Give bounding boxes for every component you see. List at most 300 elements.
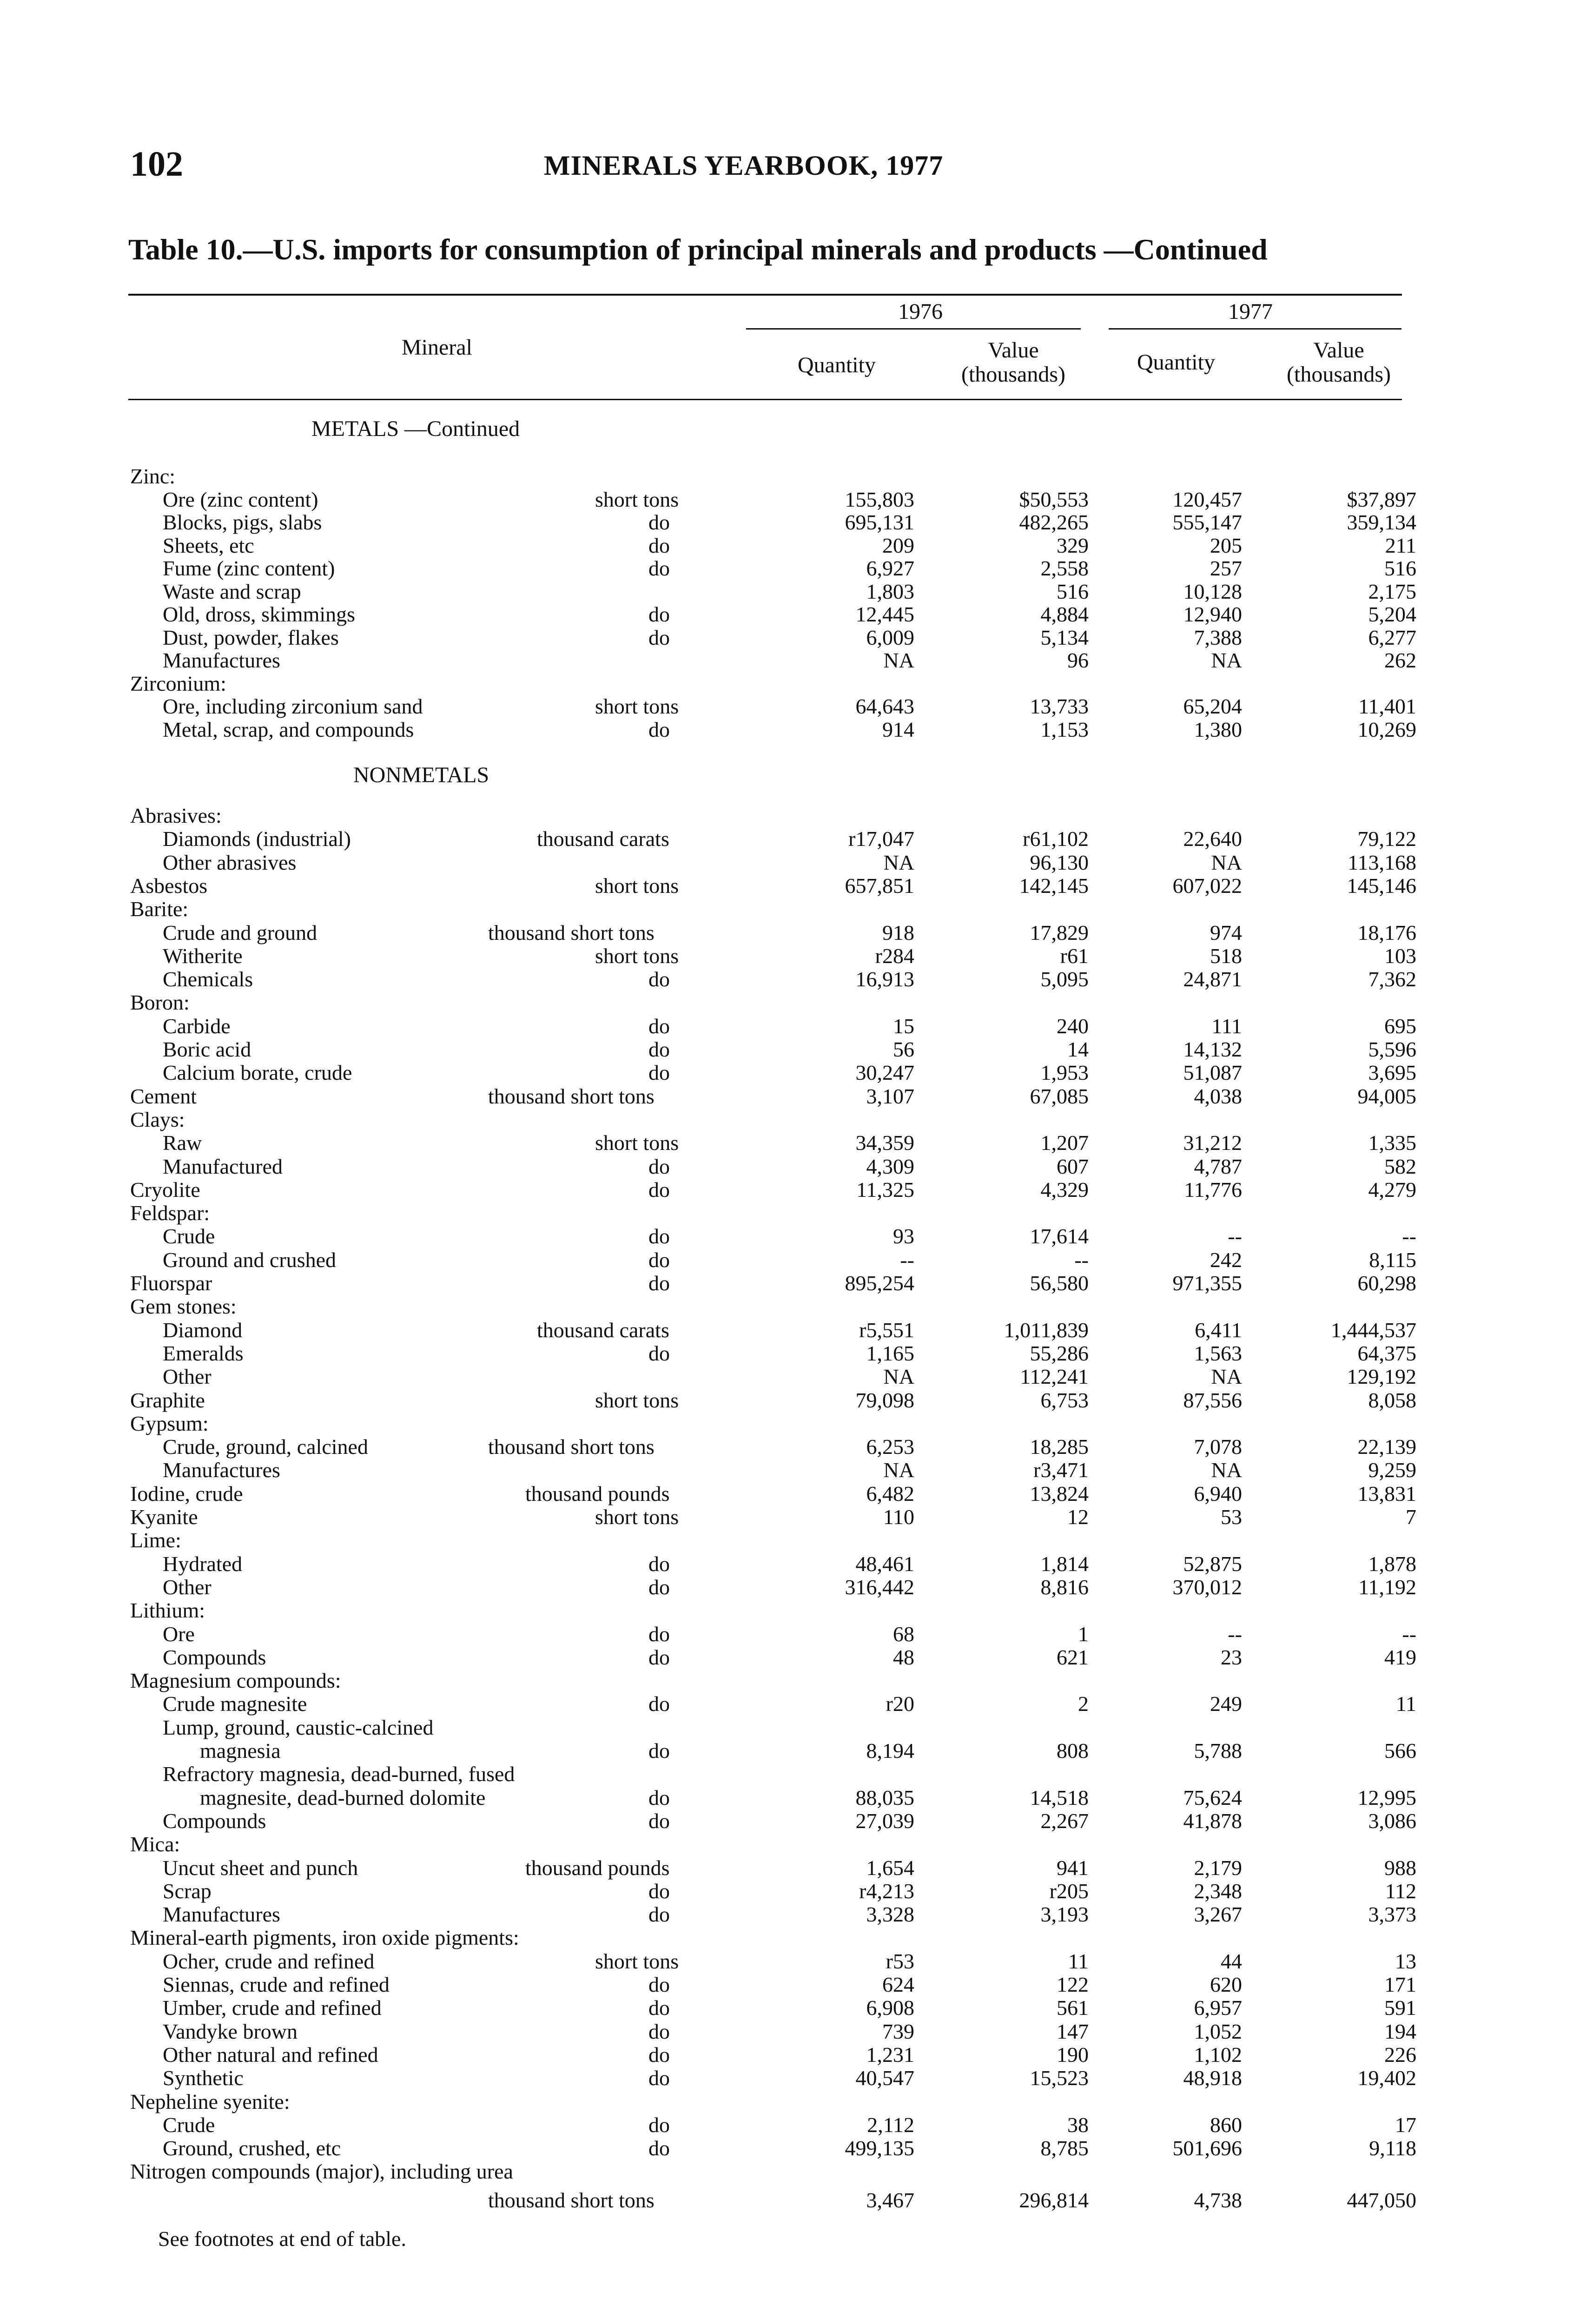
- cell-quantity-1976: 6,482: [866, 1481, 914, 1505]
- row-label: Metal, scrap, and compounds: [163, 717, 414, 741]
- row-unit: do: [648, 1785, 670, 1809]
- row-unit: thousand carats: [537, 1318, 669, 1342]
- col-value-1976-line2: (thousands): [961, 362, 1065, 387]
- cell-quantity-1977: 23: [1221, 1645, 1242, 1669]
- cell-value-1977: 10,269: [1357, 717, 1416, 741]
- row-label: Lithium:: [130, 1598, 205, 1623]
- cell-value-1976: 17,614: [1030, 1224, 1089, 1248]
- cell-value-1977: 447,050: [1347, 2188, 1416, 2212]
- cell-quantity-1976: 16,913: [855, 967, 914, 991]
- cell-value-1976: 147: [1057, 2019, 1089, 2043]
- cell-value-1976: 56,580: [1030, 1271, 1089, 1295]
- row-label: magnesia: [200, 1739, 281, 1763]
- row-label: Zinc:: [130, 464, 176, 488]
- row-label: Raw: [163, 1131, 202, 1155]
- cell-value-1976: 122: [1057, 1973, 1089, 1996]
- table-row: [0, 1225, 1593, 1248]
- cell-quantity-1977: 1,563: [1194, 1341, 1242, 1365]
- row-label: Cryolite: [130, 1177, 200, 1202]
- table-row: [0, 874, 1593, 898]
- cell-quantity-1976: 1,803: [866, 579, 914, 603]
- table-row: [0, 1319, 1593, 1342]
- row-label: Ore (zinc content): [163, 487, 318, 511]
- cell-quantity-1976: 499,135: [845, 2136, 914, 2160]
- row-unit: do: [648, 1177, 670, 1202]
- cell-value-1977: 103: [1384, 944, 1416, 968]
- cell-value-1977: 3,373: [1368, 1902, 1416, 1927]
- cell-value-1976: 6,753: [1040, 1388, 1089, 1412]
- cell-quantity-1977: 1,102: [1194, 2042, 1242, 2067]
- cell-value-1976: 2: [1078, 1692, 1089, 1716]
- col-value-1976-line1: Value: [988, 338, 1039, 363]
- row-unit: do: [648, 717, 670, 741]
- cell-value-1976: 96: [1067, 648, 1089, 672]
- row-label: Dust, powder, flakes: [163, 625, 339, 649]
- row-label: Compounds: [163, 1809, 266, 1833]
- table-row: [0, 1716, 1593, 1739]
- row-label: Manufactures: [163, 1458, 280, 1482]
- row-label: Lump, ground, caustic-calcined: [163, 1715, 434, 1739]
- cell-quantity-1977: 249: [1210, 1692, 1242, 1716]
- cell-quantity-1976: 93: [893, 1224, 914, 1248]
- row-unit: do: [648, 602, 670, 626]
- cell-quantity-1976: 209: [882, 533, 914, 557]
- cell-quantity-1977: 12,940: [1183, 602, 1242, 626]
- row-unit: do: [648, 1037, 670, 1061]
- cell-value-1977: 22,139: [1357, 1435, 1416, 1459]
- table-row: [0, 1646, 1593, 1669]
- table-row: [0, 1061, 1593, 1084]
- row-unit: thousand short tons: [488, 1435, 654, 1459]
- cell-quantity-1976: 79,098: [855, 1388, 914, 1412]
- row-label: Ground and crushed: [163, 1248, 337, 1272]
- cell-quantity-1976: r53: [886, 1949, 914, 1973]
- row-label: Nitrogen compounds (major), including urea: [130, 2159, 513, 2184]
- row-unit: do: [648, 1248, 670, 1272]
- cell-quantity-1977: NA: [1211, 648, 1242, 672]
- cell-quantity-1977: 14,132: [1183, 1037, 1242, 1061]
- cell-quantity-1977: 24,871: [1183, 967, 1242, 991]
- table-row: [0, 1809, 1593, 1833]
- cell-value-1976: 2,267: [1040, 1809, 1089, 1833]
- row-unit: do: [648, 1809, 670, 1833]
- cell-quantity-1976: 3,328: [866, 1902, 914, 1927]
- row-label: Hydrated: [163, 1552, 243, 1576]
- cell-value-1977: 94,005: [1357, 1084, 1416, 1108]
- cell-value-1977: 11,192: [1358, 1575, 1416, 1599]
- row-label: Barite:: [130, 897, 189, 921]
- cell-value-1976: 11: [1068, 1949, 1089, 1973]
- cell-quantity-1976: NA: [883, 1365, 914, 1389]
- row-unit: do: [648, 2042, 670, 2067]
- row-label: magnesite, dead-burned dolomite: [200, 1785, 486, 1809]
- cell-value-1977: 11,401: [1358, 694, 1416, 718]
- row-label: Ore: [163, 1622, 195, 1646]
- cell-quantity-1976: 2,112: [867, 2113, 914, 2137]
- table-row: [0, 1552, 1593, 1576]
- row-label: Crude magnesite: [163, 1692, 307, 1716]
- row-label: Iodine, crude: [130, 1481, 243, 1505]
- cell-quantity-1976: 739: [882, 2019, 914, 2043]
- cell-quantity-1977: --: [1228, 1622, 1242, 1646]
- table-row: [0, 1669, 1593, 1692]
- cell-quantity-1976: 1,231: [866, 2042, 914, 2067]
- cell-quantity-1976: 6,253: [866, 1435, 914, 1459]
- cell-quantity-1976: 914: [882, 717, 914, 741]
- table-row: [0, 1038, 1593, 1061]
- row-unit: thousand short tons: [488, 920, 654, 944]
- row-unit: do: [648, 2019, 670, 2043]
- table-row: [0, 1903, 1593, 1926]
- table-row: [0, 898, 1593, 921]
- cell-value-1976: $50,553: [1019, 487, 1089, 511]
- cell-value-1977: 17: [1395, 2113, 1416, 2137]
- cell-quantity-1977: 971,355: [1172, 1271, 1242, 1295]
- row-unit: do: [648, 2113, 670, 2137]
- cell-quantity-1976: 30,247: [855, 1061, 914, 1085]
- cell-value-1977: 8,058: [1368, 1388, 1416, 1412]
- table-row: [0, 626, 1593, 649]
- cell-quantity-1977: 4,738: [1194, 2188, 1242, 2212]
- table-row: [0, 1248, 1593, 1272]
- cell-quantity-1976: 4,309: [866, 1154, 914, 1178]
- year-1976: 1976: [898, 299, 943, 324]
- cell-value-1976: 142,145: [1019, 873, 1089, 898]
- cell-quantity-1977: 44: [1221, 1949, 1242, 1973]
- table-row: [0, 1435, 1593, 1459]
- table-row: [0, 944, 1593, 968]
- cell-value-1977: 1,878: [1368, 1552, 1416, 1576]
- cell-quantity-1977: 6,411: [1195, 1318, 1242, 1342]
- cell-value-1976: 112,241: [1020, 1365, 1089, 1389]
- row-unit: do: [648, 1645, 670, 1669]
- cell-quantity-1977: 2,179: [1194, 1855, 1242, 1880]
- table-row: [0, 2137, 1593, 2160]
- table-row: [0, 718, 1593, 741]
- row-unit: short tons: [595, 1505, 679, 1529]
- year-rule-1976: [746, 328, 1081, 330]
- row-unit: do: [648, 1014, 670, 1038]
- cell-value-1977: 359,134: [1347, 510, 1416, 534]
- row-unit: short tons: [595, 1388, 679, 1412]
- row-unit: do: [648, 1061, 670, 1085]
- cell-quantity-1977: 4,787: [1194, 1154, 1242, 1178]
- cell-value-1977: 171: [1384, 1973, 1416, 1996]
- row-label: Calcium borate, crude: [163, 1061, 352, 1085]
- cell-quantity-1976: NA: [883, 1458, 914, 1482]
- cell-quantity-1977: 120,457: [1172, 487, 1242, 511]
- cell-value-1977: 79,122: [1357, 827, 1416, 851]
- cell-quantity-1976: NA: [883, 648, 914, 672]
- cell-value-1977: 516: [1384, 556, 1416, 580]
- table-row: [0, 1482, 1593, 1505]
- row-unit: do: [648, 1739, 670, 1763]
- cell-quantity-1976: 11,325: [856, 1177, 914, 1202]
- row-unit: short tons: [595, 873, 679, 898]
- cell-value-1976: 329: [1057, 533, 1089, 557]
- cell-value-1977: 1,444,537: [1331, 1318, 1416, 1342]
- cell-value-1977: 591: [1384, 1996, 1416, 2020]
- table-row: [0, 580, 1593, 603]
- cell-quantity-1976: r5,551: [859, 1318, 914, 1342]
- cell-value-1976: 5,095: [1040, 967, 1089, 991]
- cell-value-1976: 55,286: [1030, 1341, 1089, 1365]
- cell-value-1976: 4,329: [1040, 1177, 1089, 1202]
- cell-value-1976: 17,829: [1030, 920, 1089, 944]
- cell-value-1977: 695: [1384, 1014, 1416, 1038]
- cell-value-1976: 1,011,839: [1004, 1318, 1089, 1342]
- row-unit: do: [648, 1575, 670, 1599]
- cell-quantity-1976: 6,908: [866, 1996, 914, 2020]
- table-row: [0, 1459, 1593, 1482]
- row-label: Ocher, crude and refined: [163, 1949, 375, 1973]
- year-rule-1977: [1109, 328, 1401, 330]
- table-row: [0, 1576, 1593, 1599]
- row-label: Siennas, crude and refined: [163, 1973, 390, 1996]
- cell-value-1976: --: [1074, 1248, 1089, 1272]
- cell-value-1977: 1,335: [1368, 1131, 1416, 1155]
- row-label: Synthetic: [163, 2066, 244, 2090]
- row-label: Ground, crushed, etc: [163, 2136, 341, 2160]
- cell-value-1977: 226: [1384, 2042, 1416, 2067]
- cell-value-1976: 1,953: [1040, 1061, 1089, 1085]
- cell-value-1976: 941: [1057, 1855, 1089, 1880]
- row-unit: thousand short tons: [488, 1084, 654, 1108]
- table-row: [0, 1950, 1593, 1973]
- row-label: Nepheline syenite:: [130, 2089, 290, 2113]
- row-unit: do: [648, 556, 670, 580]
- table-row: [0, 1529, 1593, 1552]
- cell-value-1977: 3,086: [1368, 1809, 1416, 1833]
- cell-value-1977: 60,298: [1357, 1271, 1416, 1295]
- table-row: [0, 1272, 1593, 1295]
- table-row: [0, 1926, 1593, 1949]
- row-label: Blocks, pigs, slabs: [163, 510, 322, 534]
- cell-quantity-1977: 51,087: [1183, 1061, 1242, 1085]
- row-label: Cement: [130, 1084, 197, 1108]
- cell-value-1976: 3,193: [1040, 1902, 1089, 1927]
- cell-quantity-1977: 22,640: [1183, 827, 1242, 851]
- row-unit: short tons: [595, 694, 679, 718]
- row-label: Diamond: [163, 1318, 243, 1342]
- cell-value-1977: 13,831: [1357, 1481, 1416, 1505]
- cell-value-1976: r205: [1049, 1879, 1089, 1903]
- cell-value-1977: 582: [1384, 1154, 1416, 1178]
- table-row: [0, 1880, 1593, 1903]
- cell-value-1977: 145,146: [1347, 873, 1416, 898]
- table-row: [0, 1108, 1593, 1131]
- cell-value-1976: 12: [1067, 1505, 1089, 1529]
- cell-quantity-1976: 68: [893, 1622, 914, 1646]
- cell-quantity-1977: 11,776: [1184, 1177, 1242, 1202]
- row-label: Refractory magnesia, dead-burned, fused: [163, 1762, 515, 1786]
- cell-value-1976: 96,130: [1030, 850, 1089, 874]
- row-label: Manufactures: [163, 1902, 280, 1927]
- row-unit: do: [648, 1552, 670, 1576]
- cell-quantity-1976: 27,039: [855, 1809, 914, 1833]
- cell-quantity-1976: 918: [882, 920, 914, 944]
- cell-value-1976: 38: [1067, 2113, 1089, 2137]
- col-value-1976: [934, 338, 1092, 387]
- cell-value-1977: 7: [1406, 1505, 1416, 1529]
- table-row: [0, 2043, 1593, 2067]
- cell-value-1976: 4,884: [1040, 602, 1089, 626]
- table-row: [0, 1342, 1593, 1365]
- row-unit: short tons: [595, 487, 679, 511]
- cell-value-1977: --: [1402, 1622, 1416, 1646]
- cell-value-1977: 7,362: [1368, 967, 1416, 991]
- cell-quantity-1976: 6,009: [866, 625, 914, 649]
- table-row: [0, 1599, 1593, 1622]
- cell-quantity-1977: 1,380: [1194, 717, 1242, 741]
- cell-quantity-1977: 111: [1211, 1014, 1242, 1038]
- table-row: [0, 1365, 1593, 1388]
- cell-quantity-1977: 5,788: [1194, 1739, 1242, 1763]
- cell-quantity-1976: r17,047: [848, 827, 914, 851]
- table-row: [0, 1389, 1593, 1412]
- row-label: Scrap: [163, 1879, 212, 1903]
- cell-quantity-1977: 974: [1210, 920, 1242, 944]
- cell-value-1976: r3,471: [1033, 1458, 1089, 1482]
- row-unit: do: [648, 2136, 670, 2160]
- table-row: [0, 1973, 1593, 1996]
- col-value-1977-line1: Value: [1313, 338, 1364, 363]
- row-label: Gypsum:: [130, 1411, 209, 1435]
- cell-quantity-1977: 205: [1210, 533, 1242, 557]
- cell-quantity-1977: NA: [1211, 850, 1242, 874]
- row-label: Umber, crude and refined: [163, 1996, 382, 2020]
- row-label: Emeralds: [163, 1341, 244, 1365]
- row-unit: do: [648, 1224, 670, 1248]
- cell-quantity-1976: 695,131: [845, 510, 914, 534]
- row-unit: do: [648, 1879, 670, 1903]
- cell-value-1976: 240: [1057, 1014, 1089, 1038]
- table-row: [0, 2160, 1593, 2183]
- table-row: [0, 921, 1593, 944]
- top-rule: [128, 294, 1402, 296]
- cell-value-1977: 112: [1385, 1879, 1416, 1903]
- cell-value-1977: 4,279: [1368, 1177, 1416, 1202]
- table-row: [0, 534, 1593, 557]
- row-unit: do: [648, 1692, 670, 1716]
- row-label: Magnesium compounds:: [130, 1669, 341, 1693]
- row-unit: do: [648, 1271, 670, 1295]
- table-row: [0, 2067, 1593, 2090]
- cell-quantity-1976: 15: [893, 1014, 914, 1038]
- cell-value-1977: --: [1402, 1224, 1416, 1248]
- table-row: [0, 1178, 1593, 1202]
- cell-value-1976: 5,134: [1040, 625, 1089, 649]
- row-label: Crude and ground: [163, 920, 317, 944]
- cell-quantity-1976: 6,927: [866, 556, 914, 580]
- row-unit: do: [648, 1973, 670, 1996]
- row-label: Zirconium:: [130, 671, 226, 695]
- row-label: Waste and scrap: [163, 579, 301, 603]
- row-label: Feldspar:: [130, 1201, 210, 1225]
- cell-quantity-1977: 53: [1221, 1505, 1242, 1529]
- table-row: [0, 1131, 1593, 1155]
- row-label: Mineral-earth pigments, iron oxide pigments:: [130, 1926, 519, 1950]
- cell-value-1976: 67,085: [1030, 1084, 1089, 1108]
- cell-value-1976: 18,285: [1030, 1435, 1089, 1459]
- cell-quantity-1976: 48,461: [855, 1552, 914, 1576]
- cell-quantity-1977: 370,012: [1172, 1575, 1242, 1599]
- cell-value-1977: 5,204: [1368, 602, 1416, 626]
- cell-value-1976: 14: [1067, 1037, 1089, 1061]
- cell-quantity-1977: 6,940: [1194, 1481, 1242, 1505]
- col-mineral: Mineral: [402, 335, 472, 360]
- cell-quantity-1976: 316,442: [845, 1575, 914, 1599]
- table-row: [0, 2189, 1593, 2212]
- cell-value-1976: 13,824: [1030, 1481, 1089, 1505]
- cell-value-1977: $37,897: [1347, 487, 1416, 511]
- table-row: [0, 1786, 1593, 1809]
- cell-quantity-1977: 41,878: [1183, 1809, 1242, 1833]
- cell-value-1977: 11: [1395, 1692, 1416, 1716]
- cell-value-1977: 129,192: [1347, 1365, 1416, 1389]
- cell-value-1977: 9,259: [1368, 1458, 1416, 1482]
- cell-quantity-1977: 860: [1210, 2113, 1242, 2137]
- table-row: [0, 1412, 1593, 1435]
- table-row: [0, 1505, 1593, 1529]
- cell-value-1976: 607: [1057, 1154, 1089, 1178]
- cell-value-1977: 262: [1384, 648, 1416, 672]
- cell-value-1976: 2,558: [1040, 556, 1089, 580]
- row-label: Other: [163, 1575, 212, 1599]
- cell-value-1977: 566: [1384, 1739, 1416, 1763]
- table-row: [0, 1295, 1593, 1318]
- row-unit: do: [648, 967, 670, 991]
- cell-quantity-1977: 620: [1210, 1973, 1242, 1996]
- cell-value-1976: 15,523: [1030, 2066, 1089, 2090]
- row-label: Manufactures: [163, 648, 280, 672]
- cell-value-1977: 64,375: [1357, 1341, 1416, 1365]
- table-row: [0, 827, 1593, 851]
- row-label: Kyanite: [130, 1505, 198, 1529]
- table-row: [0, 1833, 1593, 1856]
- cell-quantity-1976: 48: [893, 1645, 914, 1669]
- table-row: [0, 511, 1593, 534]
- cell-quantity-1977: 87,556: [1183, 1388, 1242, 1412]
- table-row: [0, 695, 1593, 718]
- cell-quantity-1976: 40,547: [855, 2066, 914, 2090]
- cell-quantity-1977: 257: [1210, 556, 1242, 580]
- table-row: [0, 672, 1593, 695]
- row-label: Lime:: [130, 1528, 181, 1552]
- col-value-1977-line2: (thousands): [1287, 362, 1391, 387]
- cell-quantity-1976: 3,467: [866, 2188, 914, 2212]
- table-row: [0, 1155, 1593, 1178]
- table-row: [0, 2020, 1593, 2043]
- cell-quantity-1977: --: [1228, 1224, 1242, 1248]
- table-row: [0, 2090, 1593, 2113]
- cell-quantity-1976: 56: [893, 1037, 914, 1061]
- cell-value-1976: 296,814: [1019, 2188, 1089, 2212]
- table-row: [0, 465, 1593, 488]
- row-unit: do: [648, 1154, 670, 1178]
- row-label: Mica:: [130, 1832, 180, 1856]
- cell-quantity-1977: 52,875: [1183, 1552, 1242, 1576]
- row-unit: short tons: [595, 1949, 679, 1973]
- row-label: Sheets, etc: [163, 533, 254, 557]
- row-label: Abrasives:: [130, 804, 222, 827]
- cell-quantity-1976: r284: [875, 944, 914, 968]
- cell-quantity-1976: 8,194: [866, 1739, 914, 1763]
- cell-value-1977: 6,277: [1368, 625, 1416, 649]
- cell-quantity-1976: 895,254: [845, 1271, 914, 1295]
- row-label: Fume (zinc content): [163, 556, 335, 580]
- row-label: Asbestos: [130, 873, 208, 898]
